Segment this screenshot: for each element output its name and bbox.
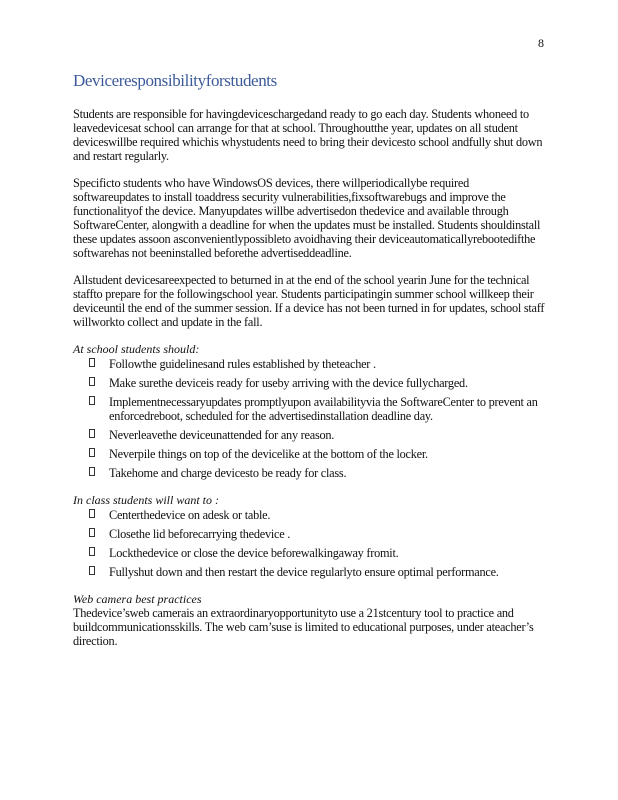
paragraph-windows-updates: Specificto students who have WindowsOS devices, there willperiodicallybe required softwareupdates to install toaddress security vulnerabilities,fixsoftwarebugs and improve the functionalityof the device. Manyupdates willbe advertisedon thedevice and available through SoftwareCenter, alongwith a deadline for when the updates must be installed. Students shouldinstall these updates assoon asconvenientlypossibleto avoidhaving their deviceautomaticallyrebootedifthe softwarehas not beeninstalled beforethe advertiseddeadline. bbox=[73, 176, 541, 260]
list-item-text: Lockthedevice or close the device beforewalkingaway fromit. bbox=[109, 546, 399, 560]
checkbox-bullet-icon bbox=[89, 358, 95, 367]
at-school-heading: At school students should: bbox=[73, 342, 200, 356]
list-item bbox=[73, 466, 545, 480]
list-item bbox=[73, 546, 545, 560]
at-school-list bbox=[73, 357, 545, 480]
list-item bbox=[73, 447, 545, 461]
list-item bbox=[73, 357, 545, 371]
list-item-text: Fullyshut down and then restart the device regularlyto ensure optimal performance. bbox=[109, 565, 499, 579]
checkbox-bullet-icon bbox=[89, 448, 95, 457]
paragraph-webcam: Thedevice’sweb camerais an extraordinaryopportunityto use a 21stcentury tool to practice and buildcommunicationsskills. The web cam’suse is limited to educational purposes, under ateacher’s direction. bbox=[73, 606, 534, 648]
paragraph-responsibility: Students are responsible for havingdeviceschargedand ready to go each day. Students whoneed to leavedevicesat school can arrange for that at school. Throughoutthe year, updates on all student deviceswillbe required whichis whystudents need to bring their devicesto school andfully shut down and restart regularly. bbox=[73, 107, 543, 163]
list-item-text: Neverpile things on top of the devicelike at the bottom of the locker. bbox=[109, 447, 428, 461]
checkbox-bullet-icon bbox=[89, 429, 95, 438]
list-item-text: Neverleavethe deviceunattended for any reason. bbox=[109, 428, 335, 442]
list-item-text: Implementnecessaryupdates promptlyupon availabilityvia the SoftwareCenter to prevent an enforcedreboot, scheduled for the advertisedinstallation deadline day. bbox=[109, 395, 538, 423]
in-class-list bbox=[73, 508, 545, 579]
list-item-text: Takehome and charge devicesto be ready for class. bbox=[109, 466, 347, 480]
checkbox-bullet-icon bbox=[89, 509, 95, 518]
list-item bbox=[73, 565, 545, 579]
list-item-text: Make surethe deviceis ready for useby arriving with the device fullycharged. bbox=[109, 376, 468, 390]
list-item bbox=[73, 395, 545, 423]
checkbox-bullet-icon bbox=[89, 396, 95, 405]
list-item bbox=[73, 376, 545, 390]
list-item bbox=[73, 428, 545, 442]
webcam-heading: Web camera best practices bbox=[73, 592, 202, 606]
page-title: Deviceresponsibilityforstudents bbox=[73, 71, 277, 90]
checkbox-bullet-icon bbox=[89, 547, 95, 556]
checkbox-bullet-icon bbox=[89, 377, 95, 386]
list-item-text: Closethe lid beforecarrying thedevice . bbox=[109, 527, 291, 541]
checkbox-bullet-icon bbox=[89, 566, 95, 575]
checkbox-bullet-icon bbox=[89, 528, 95, 537]
list-item-text: Followthe guidelinesand rules established by theteacher . bbox=[109, 357, 376, 371]
paragraph-end-of-year: Allstudent devicesareexpected to beturned in at the end of the school yearin June for the technical staffto prepare for the followingschool year. Students participatingin summer school willkeep their deviceuntil the end of the summer session. If a device has not been turned in for updates, school staff willworkto collect and update in the fall. bbox=[73, 273, 545, 329]
list-item bbox=[73, 527, 545, 541]
page-number: 8 bbox=[538, 36, 544, 50]
in-class-heading: In class students will want to : bbox=[73, 493, 220, 507]
list-item-text: Centerthedevice on adesk or table. bbox=[109, 508, 271, 522]
checkbox-bullet-icon bbox=[89, 467, 95, 476]
list-item bbox=[73, 508, 545, 522]
document-body bbox=[73, 71, 545, 661]
